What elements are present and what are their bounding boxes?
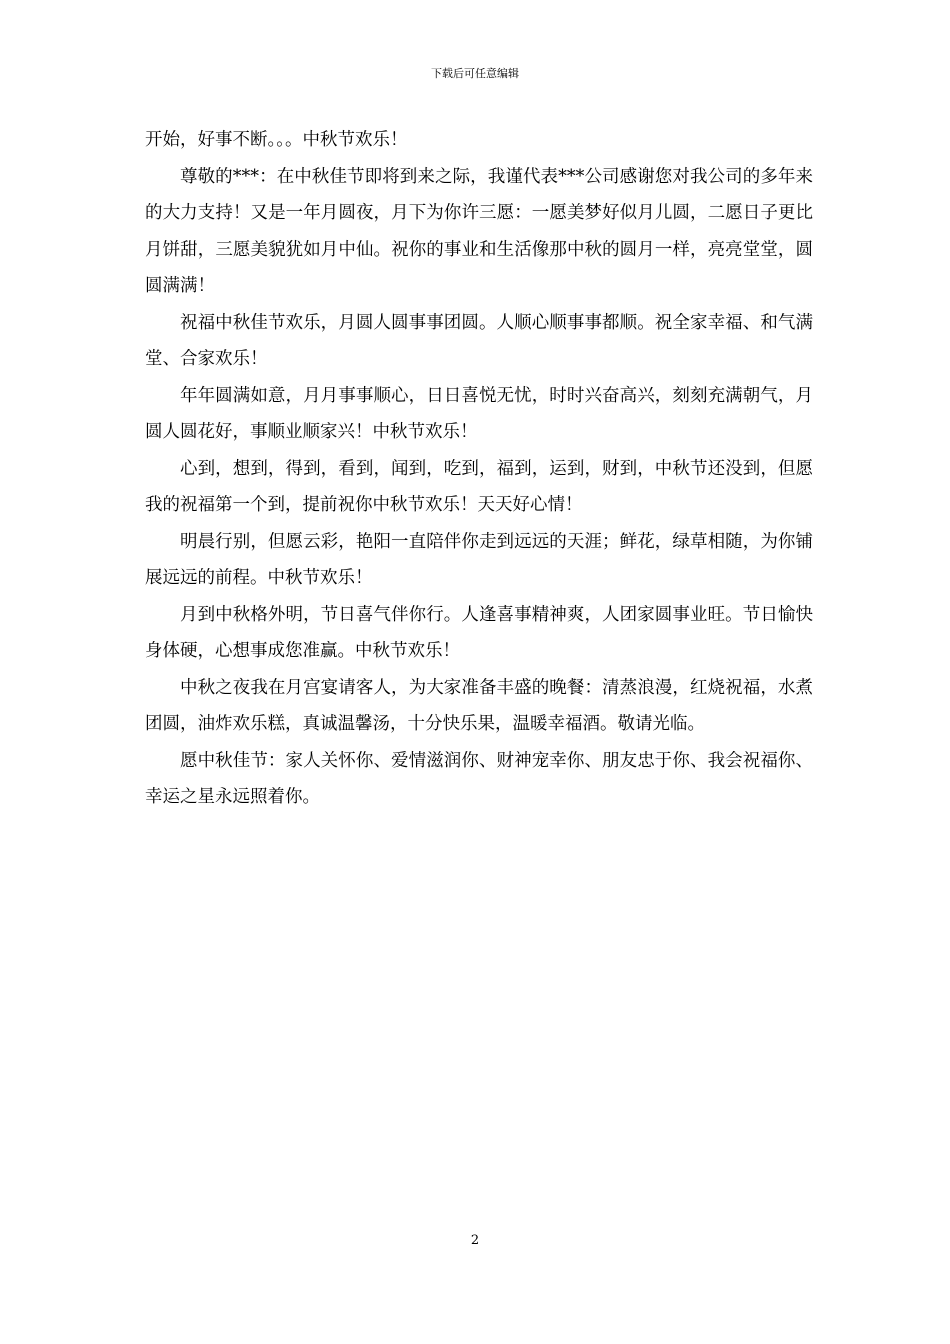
paragraph-1: 开始，好事不断。。。中秋节欢乐！ — [145, 130, 408, 150]
paragraph-7: 月到中秋格外明，节日喜气伴你行。人逢喜事精神爽，人团家圆事业旺。节日愉快身体硬，心想事成您准赢。中秋节欢乐！ — [145, 604, 813, 661]
paragraph-2: 尊敬的***：在中秋佳节即将到来之际，我谨代表***公司感谢您对我公司的多年来的大力支持！又是一年月圆夜，月下为你许三愿：一愿美梦好似月儿圆，二愿日子更比月饼甜，三愿美貌犹如月中仙。祝你的事业和生活像那中秋的圆月一样，亮亮堂堂，圆圆满满！ — [145, 166, 813, 296]
paragraph-4: 年年圆满如意，月月事事顺心，日日喜悦无忧，时时兴奋高兴，刻刻充满朝气，月圆人圆花好，事顺业顺家兴！中秋节欢乐！ — [145, 385, 813, 442]
page-number: 2 — [470, 1233, 480, 1248]
paragraph-5: 心到，想到，得到，看到，闻到，吃到，福到，运到，财到，中秋节还没到，但愿我的祝福第一个到，提前祝你中秋节欢乐！天天好心情！ — [145, 458, 813, 515]
paragraph-3: 祝福中秋佳节欢乐，月圆人圆事事团圆。人顺心顺事事都顺。祝全家幸福、和气满堂、合家欢乐！ — [145, 312, 813, 369]
document-body — [145, 122, 813, 816]
paragraph-6: 明晨行别，但愿云彩，艳阳一直陪伴你走到远远的天涯；鲜花，绿草相随，为你铺展远远的前程。中秋节欢乐！ — [145, 531, 813, 588]
paragraph-8: 中秋之夜我在月宫宴请客人，为大家准备丰盛的晚餐：清蒸浪漫，红烧祝福，水煮团圆，油炸欢乐糕，真诚温馨汤，十分快乐果，温暖幸福酒。敬请光临。 — [145, 677, 813, 734]
page-header-note: 下载后可任意编辑 — [431, 67, 519, 80]
paragraph-9: 愿中秋佳节：家人关怀你、爱情滋润你、财神宠幸你、朋友忠于你、我会祝福你、幸运之星永远照着你。 — [145, 750, 813, 807]
